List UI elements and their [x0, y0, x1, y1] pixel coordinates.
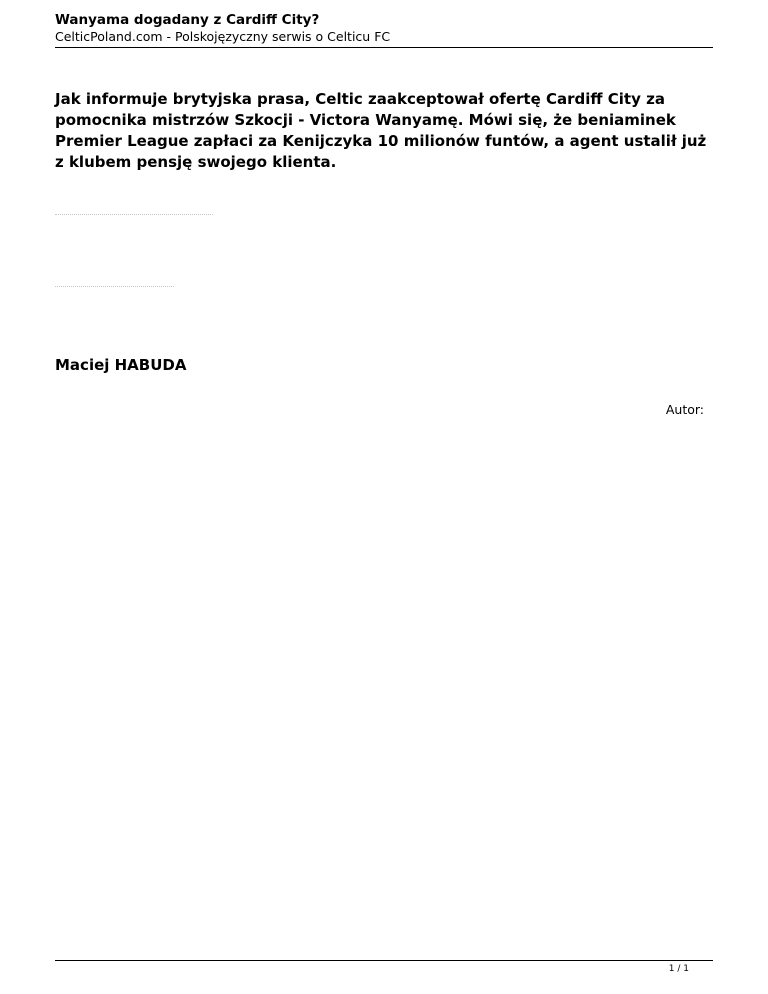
separator-rule [55, 286, 174, 287]
page-number: 1 / 1 [668, 964, 689, 974]
author-name: Maciej HABUDA [55, 356, 187, 374]
author-label: Autor: [665, 402, 704, 417]
page-header [55, 12, 713, 48]
page-title: Wanyama dogadany z Cardiff City? [55, 12, 320, 28]
site-subtitle: CelticPoland.com - Polskojęzyczny serwis o Celticu FC [55, 29, 391, 44]
separator-rule [55, 214, 213, 215]
page-footer [55, 960, 713, 974]
article-lead: Jak informuje brytyjska prasa, Celtic zaakceptował ofertę Cardiff City za pomocnika mistrzów Szkocji - Victora Wanyamę. Mówi się, że beniaminek Premier League zapłaci za Kenijczyka 10 milionów funtów, a agent ustalił już z klubem pensję swojego klienta. [55, 90, 707, 171]
